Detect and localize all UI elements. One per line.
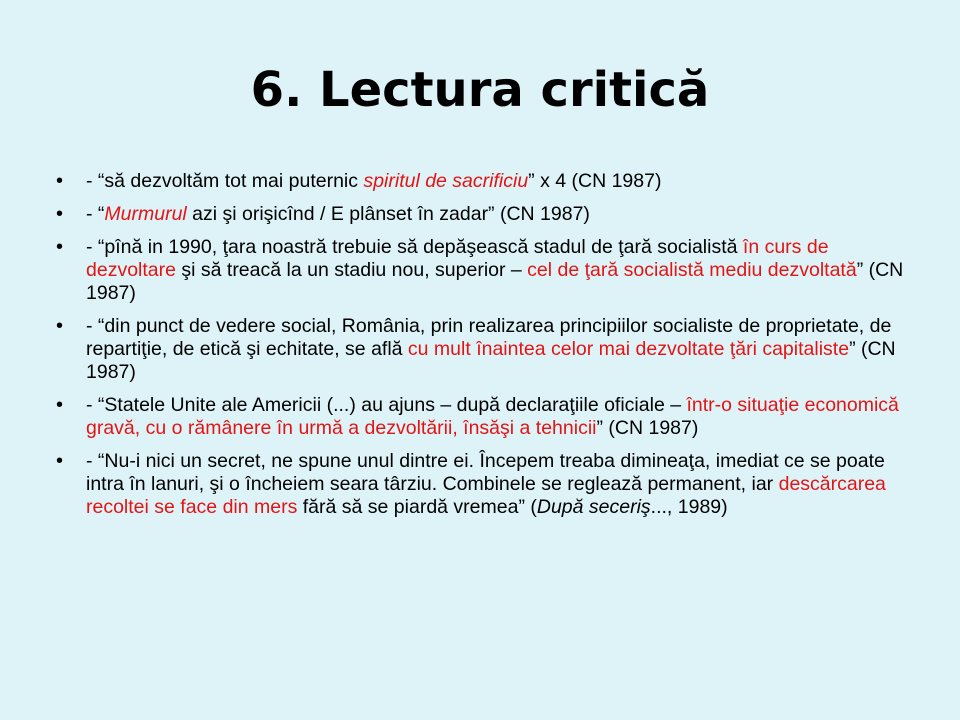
bullet-item: [56, 203, 916, 226]
bullet-text-segment: descărcarea recoltei se face din mers: [86, 473, 886, 518]
bullet-text-segment: fără să se piardă vremea” (: [297, 496, 537, 518]
bullet-text-segment: cel de ţară socialistă mediu dezvoltată: [527, 259, 857, 281]
bullet-list: [56, 170, 916, 529]
bullet-text-segment: într-o situaţie economică gravă, cu o rămânere în urmă a dezvoltării, însăşi a tehnicii: [86, 394, 899, 439]
bullet-text-segment: - “Statele Unite ale Americii (...) au ajuns – după declaraţiile oficiale –: [86, 394, 687, 416]
slide-title: 6. Lectura critică: [250, 62, 710, 118]
bullet-text-segment: spiritul de sacrificiu: [363, 170, 529, 192]
bullet-dot-icon: •: [56, 394, 64, 416]
bullet-text-segment: azi şi orişicînd / E plânset în zadar” (CN 1987): [186, 203, 590, 225]
bullet-text-segment: ” x 4 (CN 1987): [528, 170, 662, 192]
bullet-item: [56, 315, 916, 384]
bullet-text-segment: ” (CN 1987): [86, 259, 904, 304]
bullet-text-segment: - “să dezvoltăm tot mai puternic: [86, 170, 364, 192]
bullet-dot-icon: •: [56, 315, 64, 337]
bullet-text-segment: ” (CN 1987): [596, 417, 699, 439]
bullet-item: [56, 236, 916, 305]
bullet-text-segment: - “pînă in 1990, ţara noastră trebuie să depăşească stadul de ţară socialistă: [86, 236, 743, 258]
bullet-text-segment: - “: [86, 203, 105, 225]
bullet-text-segment: în curs de dezvoltare: [86, 236, 829, 281]
bullet-item: [56, 450, 916, 519]
bullet-text-segment: şi să treacă la un stadiu nou, superior –: [175, 259, 528, 281]
bullet-text-segment: După seceriş: [536, 496, 651, 518]
bullet-text-segment: cu mult înaintea celor mai dezvoltate ţări capitaliste: [407, 338, 850, 360]
bullet-dot-icon: •: [56, 450, 64, 472]
bullet-text-segment: Murmurul: [104, 203, 187, 225]
bullet-text-segment: - “Nu-i nici un secret, ne spune unul dintre ei. Începem treaba dimineaţa, imediat ce se poate intra în lanuri, şi o încheiem seara târziu. Combinele se reglează permanent, iar: [86, 450, 885, 495]
bullet-dot-icon: •: [56, 236, 64, 258]
bullet-dot-icon: •: [56, 203, 64, 225]
bullet-text-segment: ..., 1989): [650, 496, 728, 518]
bullet-text-segment: ” (CN 1987): [86, 338, 896, 383]
bullet-item: [56, 394, 916, 440]
bullet-item: [56, 170, 916, 193]
bullet-text-segment: - “din punct de vedere social, România, prin realizarea principiilor socialiste de proprietate, de repartiţie, de etică şi echitate, se află: [86, 315, 892, 360]
bullet-dot-icon: •: [56, 170, 64, 192]
